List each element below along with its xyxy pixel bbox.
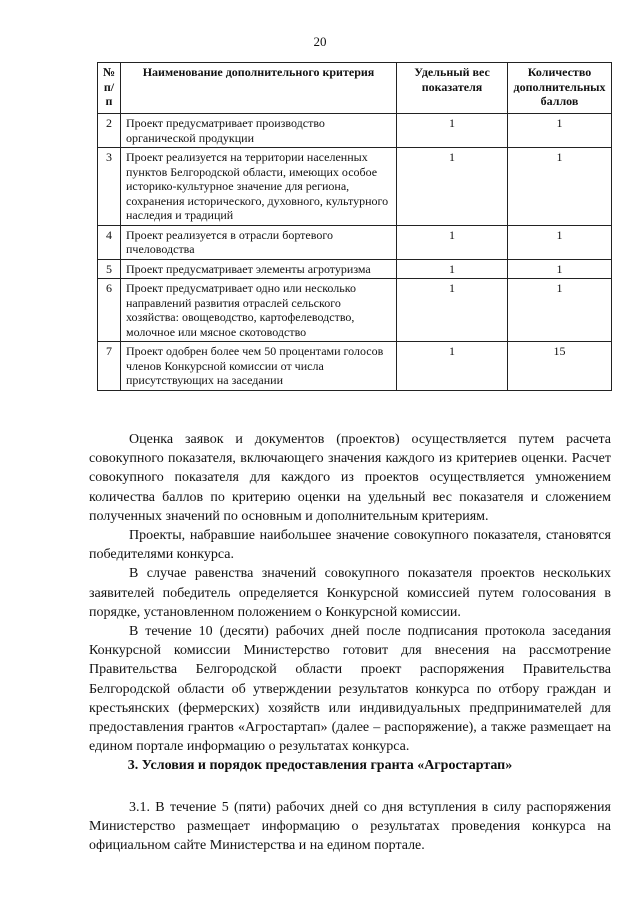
row-num: 5 (98, 259, 121, 279)
row-criterion: Проект предусматривает элементы агротуризма (121, 259, 397, 279)
header-weight: Удельный вес показателя (397, 63, 508, 114)
paragraph: 3.1. В течение 5 (пяти) рабочих дней со дня вступления в силу распоряжения Министерство размещает информацию о результатах проведения конкурса на официальном сайте Министерства и на едином портале. (89, 800, 611, 854)
body-text (89, 430, 611, 756)
table-row (98, 225, 612, 259)
row-weight: 1 (397, 279, 508, 342)
row-weight: 1 (397, 114, 508, 148)
paragraph: В случае равенства значений совокупного показателя проектов нескольких заявителей победитель определяется Конкурсной комиссией путем голосования в порядке, установленном положением о Конкурсной комиссии. (89, 566, 611, 620)
header-num: № п/п (98, 63, 121, 114)
header-criterion-name: Наименование дополнительного критерия (121, 63, 397, 114)
row-criterion: Проект предусматривает одно или несколько направлений развития отраслей сельского хозяйства: овощеводство, картофелеводство, молочное или мясное скотоводство (121, 279, 397, 342)
row-points: 1 (508, 259, 612, 279)
paragraph: Оценка заявок и документов (проектов) осуществляется путем расчета совокупного показателя, включающего значения каждого из критериев оценки. Расчет совокупного показателя для каждого из проектов осуществляется умножением количества баллов по критерию оценки на удельный вес показателя и сложением полученных значений по основным и дополнительным критериям. (89, 432, 611, 524)
row-weight: 1 (397, 225, 508, 259)
row-criterion: Проект реализуется в отрасли бортевого пчеловодства (121, 225, 397, 259)
paragraph: В течение 10 (десяти) рабочих дней после подписания протокола заседания Конкурсной комиссии Министерство готовит для внесения на рассмотрение Правительства Белгородской области проект распоряжения Правительства Белгородской области об утверждении результатов конкурса по отбору граждан и крестьянских (фермерских) хозяйств или индивидуальных предпринимателей для предоставления грантов «Агростартап» (далее – распоряжение), а также размещает на едином портале информацию о результатах конкурса. (89, 624, 611, 755)
table-row (98, 114, 612, 148)
row-num: 6 (98, 279, 121, 342)
section-heading: 3. Условия и порядок предоставления гранта «Агростартап» (127, 758, 513, 773)
row-num: 7 (98, 342, 121, 391)
row-weight: 1 (397, 148, 508, 226)
table-row (98, 259, 612, 279)
row-num: 4 (98, 225, 121, 259)
table-row (98, 279, 612, 342)
page-number: 20 (313, 34, 327, 49)
row-points: 1 (508, 225, 612, 259)
row-weight: 1 (397, 342, 508, 391)
row-num: 2 (98, 114, 121, 148)
table-row (98, 342, 612, 391)
row-points: 1 (508, 148, 612, 226)
section-body (89, 798, 611, 856)
row-weight: 1 (397, 259, 508, 279)
row-points: 1 (508, 114, 612, 148)
criteria-table (97, 62, 612, 391)
table-header-row (98, 63, 612, 114)
paragraph: Проекты, набравшие наибольшее значение совокупного показателя, становятся победителями конкурса. (89, 528, 611, 563)
row-points: 1 (508, 279, 612, 342)
row-criterion: Проект предусматривает производство органической продукции (121, 114, 397, 148)
row-points: 15 (508, 342, 612, 391)
row-criterion: Проект одобрен более чем 50 процентами голосов членов Конкурсной комиссии от числа присутствующих на заседании (121, 342, 397, 391)
row-criterion: Проект реализуется на территории населенных пунктов Белгородской области, имеющих особое историко-культурное значение для региона, сохранения исторического, духовного, культурного наследия и традиций (121, 148, 397, 226)
table-row (98, 148, 612, 226)
row-num: 3 (98, 148, 121, 226)
header-points: Количество дополнительных баллов (508, 63, 612, 114)
